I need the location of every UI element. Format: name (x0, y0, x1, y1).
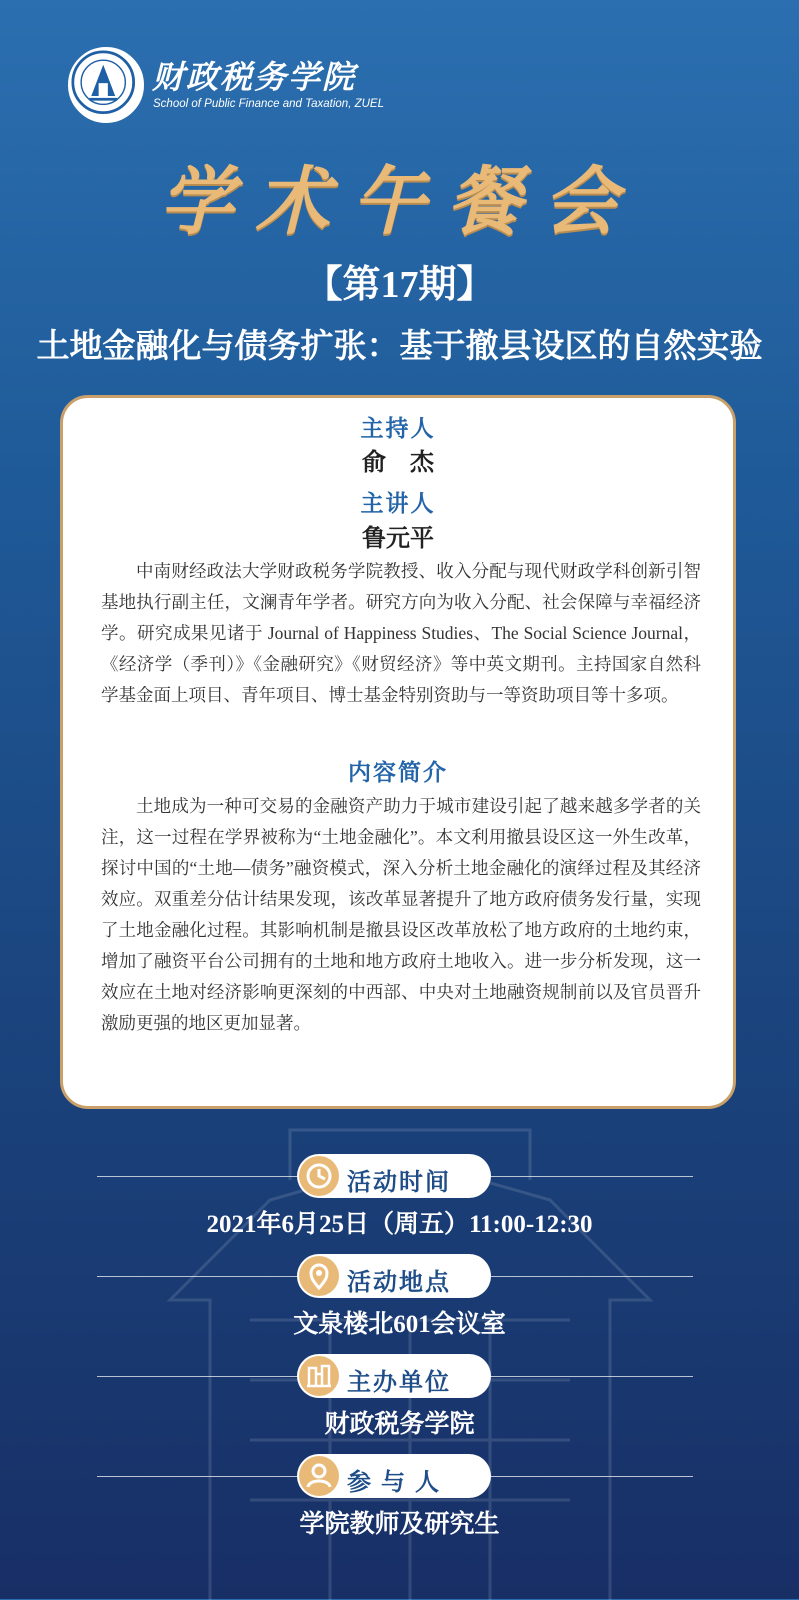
host-label: 主持人 (360, 416, 436, 441)
issue-number: 【第17期】 (304, 264, 495, 306)
host-name: 俞 杰 (362, 450, 434, 476)
organizer-badge (297, 1354, 491, 1398)
person-icon (299, 1456, 339, 1496)
school-name-english: School of Public Finance and Taxation, ZUEL (153, 98, 384, 110)
place-value: 文泉楼北601会议室 (293, 1311, 506, 1338)
building-icon (299, 1356, 339, 1396)
time-badge (297, 1154, 491, 1198)
location-pin-icon (299, 1256, 339, 1296)
time-value: 2021年6月25日（周五）11:00-12:30 (206, 1211, 593, 1238)
speaker-label: 主讲人 (360, 491, 436, 516)
organizer-value: 财政税务学院 (324, 1411, 475, 1438)
speaker-name: 鲁元平 (362, 526, 434, 552)
abstract-text: 土地成为一种可交易的金融资产助力于城市建设引起了越来越多学者的关注，这一过程在学界被称为“土地金融化”。本文利用撤县设区这一外生改革，探讨中国的“土地—债务”融资模式，深入分析土地金融化的演绎过程及其经济效应。双重差分估计结果发现，该改革显著提升了地方政府债务发行量，实现了土地金融化过程。其影响机制是撤县设区改革放松了地方政府的土地约束，增加了融资平台公司拥有的土地和地方政府土地收入。进一步分析发现，这一效应在土地对经济影响更深刻的中西部、中央对土地融资规制前以及官员晋升激励更强的地区更加显著。 (101, 796, 701, 1033)
clock-icon (299, 1156, 339, 1196)
details-card (60, 395, 736, 1109)
school-name-chinese: 财政税务学院 (152, 59, 357, 95)
event-title: 学术午餐会 (159, 162, 640, 244)
place-badge (297, 1254, 491, 1298)
audience-value: 学院教师及研究生 (299, 1511, 500, 1538)
time-label: 活动时间 (347, 1170, 451, 1196)
audience-label: 参 与 人 (347, 1470, 441, 1496)
speaker-bio: 中南财经政法大学财政税务学院教授、收入分配与现代财政学科创新引智基地执行副主任，文澜青年学者。研究方向为收入分配、社会保障与幸福经济学。研究成果见诸于 Journal of Happiness Studies、The Social Science Journal，《经济学（季刊）》《金融研究》《财贸经济》等中英文期刊。主持国家自然科学基金面上项目、青年项目、博士基金特别资助与一等资助项目等十多项。 (101, 561, 701, 705)
place-label: 活动地点 (347, 1270, 451, 1296)
university-seal-logo (68, 47, 144, 123)
organizer-label: 主办单位 (347, 1370, 451, 1396)
lecture-topic: 土地金融化与债务扩张：基于撤县设区的自然实验 (36, 329, 763, 365)
audience-badge (297, 1454, 491, 1498)
abstract-label: 内容简介 (348, 760, 448, 785)
